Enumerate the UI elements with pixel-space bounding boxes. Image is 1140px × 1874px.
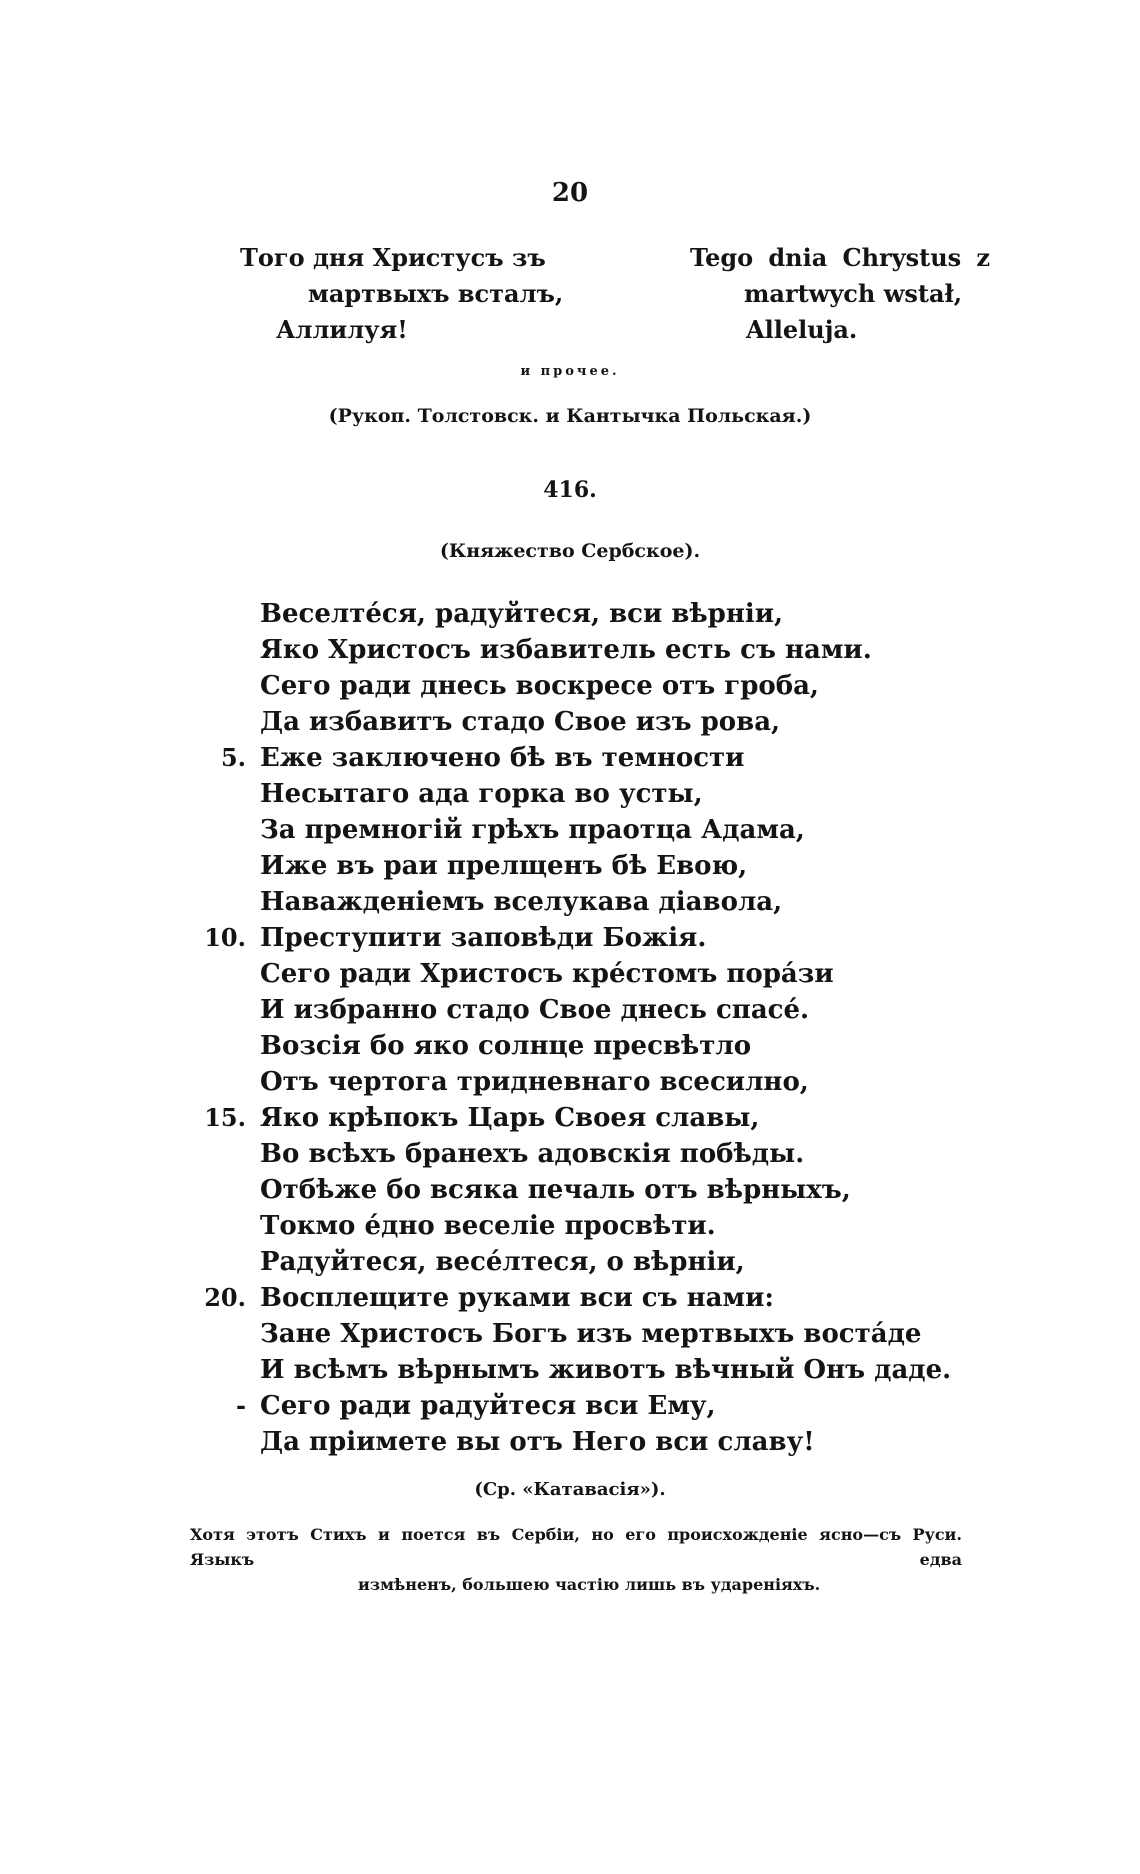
russian-line: Того дня Христусъ зъ [240, 243, 546, 272]
verse-line [190, 668, 910, 704]
verse-text: Во всѣхъ бранехъ адовскія побѣды. [260, 1139, 805, 1169]
verse-text: Да пріимете вы отъ Него вси славу! [260, 1427, 815, 1457]
verse-line [190, 1208, 910, 1244]
verse-line [190, 848, 910, 884]
verse-text: Токмо е́дно веселіе просвѣти. [260, 1211, 716, 1241]
polish-line: Alleluja. [746, 315, 858, 344]
verse-line [190, 1424, 910, 1460]
verse-line [190, 1352, 952, 1388]
polish-line: martwych wstał, [744, 279, 963, 308]
verse-line [190, 740, 910, 776]
verse-text: Иже въ раи прелщенъ бѣ Евою, [260, 851, 748, 881]
russian-line: Аллилуя! [276, 315, 408, 344]
verse-text: И всѣмъ вѣрнымъ животъ вѣчный Онъ даде. [260, 1355, 952, 1385]
footnote [190, 1522, 962, 1597]
verse-number: 5. [220, 743, 246, 772]
verse-number: - [236, 1391, 246, 1420]
verse-line [190, 1280, 910, 1316]
verse-line [190, 956, 910, 992]
verse-text: Несытаго ада горка во усты, [260, 779, 703, 809]
verse-line [190, 596, 910, 632]
verse-text: За премногій грѣхъ праотца Адама, [260, 815, 805, 845]
verse-text: Возсія бо яко солнце пресвѣтло [260, 1031, 752, 1061]
verse-text: Восплещите руками вси съ нами: [260, 1283, 774, 1313]
verse-line [190, 1064, 910, 1100]
verse-text: Наважденіемъ вселукава діавола, [260, 887, 783, 917]
verse-line [190, 1316, 922, 1352]
verse-line [190, 992, 910, 1028]
verse-line [190, 1172, 910, 1208]
verse-line [190, 776, 910, 812]
verse-text: Отъ чертога тридневнаго всесилно, [260, 1067, 809, 1097]
source-note: (Рукоп. Толстовск. и Кантычка Польская.) [328, 405, 812, 427]
verse-text: И избранно стадо Свое днесь спасе́. [260, 995, 810, 1025]
verse-line [190, 1388, 910, 1424]
verse-text: Веселте́ся, радуйтеся, вси вѣрніи, [260, 599, 784, 629]
verse-text: Преступити заповѣди Божія. [260, 923, 707, 953]
russian-column [240, 240, 570, 348]
verse-text: Еже заключено бѣ въ темности [260, 743, 745, 773]
verse-line [190, 1136, 910, 1172]
footnote-line: измѣненъ, большею частію лишь въ удареніяхъ. [358, 1575, 821, 1594]
poem-subtitle: (Княжество Сербское). [439, 540, 701, 562]
verse-text: Да избавитъ стадо Свое изъ рова, [260, 707, 781, 737]
verse-text: Сего ради Христосъ кре́стомъ пора́зи [260, 959, 834, 989]
i-prochee-note: и прочее. [520, 364, 620, 379]
verse-number: 10. [204, 923, 246, 952]
verse-line [190, 812, 910, 848]
polish-line: Tego dnia Chrystus z [690, 243, 990, 272]
russian-line: мартвыхъ всталъ, [308, 279, 564, 308]
verse-line [190, 1100, 910, 1136]
compare-note: (Ср. «Катавасія»). [474, 1479, 666, 1500]
verse-line [190, 1028, 910, 1064]
verse-text: Яко крѣпокъ Царь Своея славы, [260, 1103, 760, 1133]
polish-column [690, 240, 990, 348]
verse-text: Сего ради радуйтеся вси Ему, [260, 1391, 716, 1421]
page-number: 20 [551, 178, 589, 208]
poem-body [190, 596, 952, 1460]
poem-number: 416. [543, 477, 597, 503]
verse-line [190, 920, 910, 956]
verse-number: 15. [204, 1103, 246, 1132]
verse-text: Радуйтеся, весе́лтеся, о вѣрніи, [260, 1247, 745, 1277]
verse-text: Отбѣже бо всяка печаль отъ вѣрныхъ, [260, 1175, 851, 1205]
verse-line [190, 704, 910, 740]
verse-line [190, 1244, 910, 1280]
verse-number: 20. [204, 1283, 246, 1312]
verse-line [190, 884, 910, 920]
footnote-line: Хотя этотъ Стихъ и поется въ Сербіи, но его происхожденіе ясно—съ Руси. Языкъ едва [190, 1525, 962, 1569]
verse-line [190, 632, 910, 668]
verse-text: Зане Христосъ Богъ изъ мертвыхъ воста́де [260, 1319, 922, 1349]
verse-text: Яко Христосъ избавитель есть съ нами. [260, 635, 872, 665]
verse-text: Сего ради днесь воскресе отъ гроба, [260, 671, 819, 701]
